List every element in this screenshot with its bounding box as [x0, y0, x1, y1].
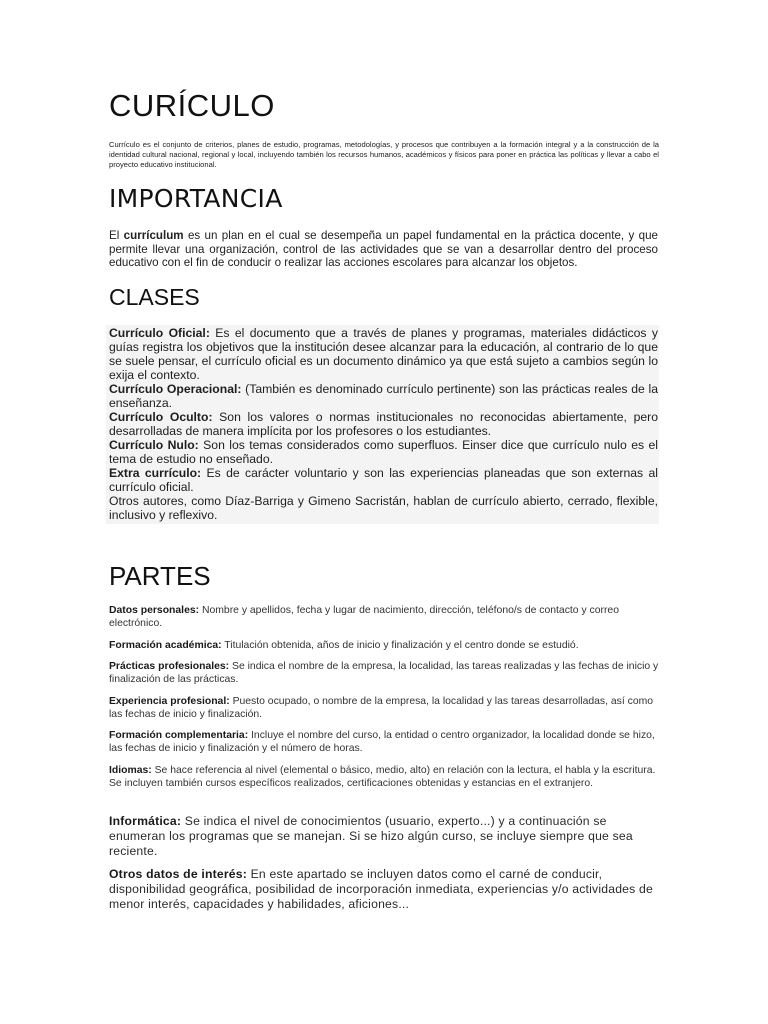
clase-term: Currículo Oficial: [109, 326, 210, 340]
parte-text: Se indica el nivel de conocimientos (usuario, experto...) y a continuación se enumeran los programas que se manejan. Si se hizo algún curso, se incluye siempre que sea reciente. [109, 814, 633, 859]
clase-item [109, 410, 658, 438]
parte-term: Otros datos de interés: [109, 867, 248, 881]
parte-item [109, 730, 659, 755]
parte-item [109, 814, 659, 860]
clase-text: Es de carácter voluntario y son las experiencias planeadas que son externas al currículo oficial. [109, 466, 658, 494]
importancia-prefix: El [109, 229, 124, 242]
clase-text: (También es denominado currículo pertinente) son las prácticas reales de la enseñanza. [109, 382, 658, 410]
parte-text: Se hace referencia al nivel (elemental o básico, medio, alto) en relación con la lectura, el habla y la escritura. Se incluyen también cursos específicos realizados, certificaciones obtenidas y estancias en el extranjero. [109, 765, 656, 789]
clase-term: Currículo Operacional: [109, 382, 242, 396]
parte-term: Experiencia profesional: [109, 696, 230, 707]
parte-term: Prácticas profesionales: [109, 661, 230, 672]
clases-closing: Otros autores, como Díaz-Barriga y Gimeno Sacristán, hablan de currículo abierto, cerrado, flexible, inclusivo y reflexivo. [109, 494, 658, 522]
clases-list [109, 326, 658, 522]
clase-text: Es el documento que a través de planes y programas, materiales didácticos y guías registra los objetivos que la institución desee alcanzar para la educación, al contrario de lo que se suele pensar, el currículo oficial es un documento dinámico ya que está sujeto a cambios según lo exija el contexto. [109, 326, 658, 382]
clase-item [109, 382, 658, 410]
importancia-heading: IMPORTANCIA [109, 184, 283, 213]
parte-term: Datos personales: [109, 605, 200, 616]
clase-term: Currículo Nulo: [109, 438, 199, 452]
parte-term: Formación complementaria: [109, 730, 249, 741]
clase-item [109, 326, 658, 382]
parte-text: Se indica el nombre de la empresa, la localidad, las tareas realizadas y las fechas de inicio y finalización de las prácticas. [109, 661, 659, 685]
parte-item [109, 640, 659, 653]
parte-item [109, 696, 659, 721]
parte-item [109, 765, 659, 790]
parte-term: Informática: [109, 814, 182, 828]
clase-text: Son los valores o normas institucionales no reconocidas abiertamente, pero desarrolladas de manera implícita por los profesores o los estudiantes. [109, 410, 658, 438]
parte-text: Titulación obtenida, años de inicio y finalización y el centro donde se estudió. [221, 640, 579, 651]
clase-text: Son los temas considerados como superfluos. Einser dice que currículo nulo es el tema de estudio no enseñado. [109, 438, 658, 466]
clase-term: Currículo Oculto: [109, 410, 213, 424]
parte-item [109, 661, 659, 686]
importancia-paragraph [109, 229, 658, 270]
parte-term: Formación académica: [109, 640, 222, 651]
importancia-bold-term: currículum [123, 229, 184, 242]
parte-text: Nombre y apellidos, fecha y lugar de nacimiento, dirección, teléfono/s de contacto y correo electrónico. [109, 605, 619, 629]
page-title: CURÍCULO [109, 88, 275, 123]
importancia-text: es un plan en el cual se desempeña un papel fundamental en la práctica docente, y que permite llevar una organización, control de las actividades que se van a desarrollar dentro del proceso educativo con el fin de conducir o realizar las acciones escolares para alcanzar los objetos. [109, 229, 658, 270]
parte-text: Incluye el nombre del curso, la entidad o centro organizador, la localidad donde se hizo, las fechas de inicio y finalización y el número de horas. [109, 730, 655, 754]
intro-paragraph: Currículo es el conjunto de criterios, planes de estudio, programas, metodologías, y procesos que contribuyen a la formación integral y a la construcción de la identidad cultural nacional, regional y local, incluyendo también los recursos humanos, académicos y físicos para poner en práctica las políticas y llevar a cabo el proyecto educativo institucional. [109, 140, 659, 169]
partes-heading: PARTES [109, 561, 211, 591]
parte-text: Puesto ocupado, o nombre de la empresa, la localidad y las tareas desarrolladas, así como las fechas de inicio y finalización. [109, 696, 654, 720]
clase-item [109, 438, 658, 466]
clase-term: Extra currículo: [109, 466, 202, 480]
parte-term: Idiomas: [109, 765, 152, 776]
parte-item [109, 867, 659, 913]
clase-item [109, 466, 658, 494]
parte-text: En este apartado se incluyen datos como el carné de conducir, disponibilidad geográfica, posibilidad de incorporación inmediata, experiencias y/o actividades de menor interés, capacidades y habilidades, aficiones... [109, 867, 653, 912]
parte-item [109, 605, 659, 630]
clases-heading: CLASES [109, 284, 200, 310]
